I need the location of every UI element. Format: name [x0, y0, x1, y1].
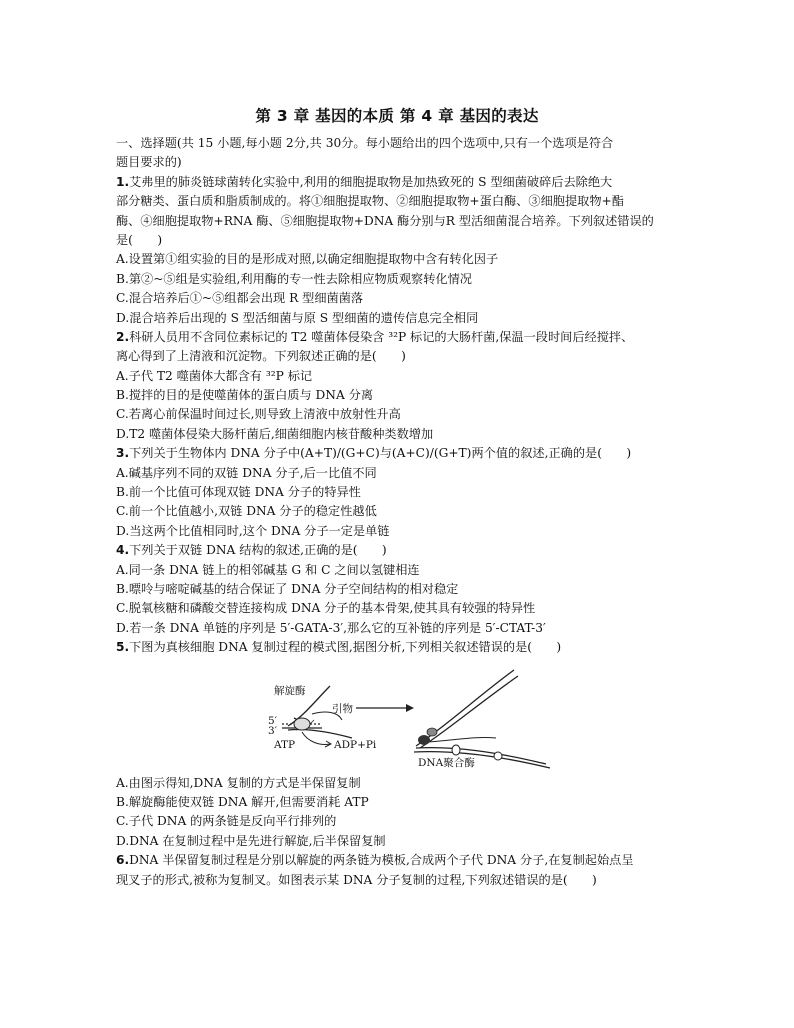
option-d: D.当这两个比值相同时,这个 DNA 分子一定是单链	[116, 523, 390, 538]
question-text: DNA 半保留复制过程是分别以解旋的两条链为模板,合成两个子代 DNA 分子,在复制起始点呈	[129, 853, 634, 868]
question-5	[116, 638, 688, 851]
option-b: B.解旋酶能使双链 DNA 解开,但需要消耗 ATP	[116, 794, 369, 809]
dna-replication-drawing	[116, 666, 688, 770]
option-a: A.由图示得知,DNA 复制的方式是半保留复制	[116, 775, 361, 790]
label-atp: ATP	[274, 738, 296, 751]
question-number: 5.	[116, 640, 130, 655]
question-text: 现叉子的形式,被称为复制叉。如图表示某 DNA 分子复制的过程,下列叙述错误的是( )	[116, 872, 597, 887]
option-d: D.T2 噬菌体侵染大肠杆菌后,细菌细胞内核苷酸种类数增加	[116, 426, 434, 441]
option-c: C.若离心前保温时间过长,则导致上清液中放射性升高	[116, 407, 401, 422]
option-b: B.第②~⑤组是实验组,利用酶的专一性去除相应物质观察转化情况	[116, 271, 472, 286]
option-d: D.混合培养后出现的 S 型活细菌与原 S 型细菌的遗传信息完全相同	[116, 310, 479, 325]
question-text: 艾弗里的肺炎链球菌转化实验中,利用的细胞提取物是加热致死的 S 型细菌破碎后去除绝大	[129, 174, 613, 189]
option-c: C.前一个比值越小,双链 DNA 分子的稳定性越低	[116, 504, 377, 519]
question-number: 2.	[116, 329, 130, 344]
question-number: 6.	[116, 853, 130, 868]
question-2	[116, 328, 688, 444]
option-a: A.碱基序列不同的双链 DNA 分子,后一比值不同	[116, 465, 377, 480]
label-five-prime: 5′	[268, 714, 278, 727]
question-number: 4.	[116, 543, 130, 558]
question-1	[116, 173, 688, 328]
question-text: 下列关于双链 DNA 结构的叙述,正确的是( )	[129, 543, 387, 558]
option-a: A.设置第①组实验的目的是形成对照,以确定细胞提取物中含有转化因子	[116, 252, 499, 267]
label-dna-polymerase: DNA聚合酶	[418, 756, 475, 769]
option-c: C.子代 DNA 的两条链是反向平行排列的	[116, 814, 337, 829]
label-primer: 引物	[332, 702, 353, 715]
option-a: A.子代 T2 噬菌体大都含有 ³²P 标记	[116, 368, 313, 383]
option-b: B.嘌呤与嘧啶碱基的结合保证了 DNA 分子空间结构的相对稳定	[116, 581, 459, 596]
atp-arrow	[302, 732, 330, 745]
question-text: 部分糖类、蛋白质和脂质制成的。将①细胞提取物、②细胞提取物+蛋白酶、③细胞提取物+酯	[116, 194, 624, 209]
question-text: 是( )	[116, 232, 163, 247]
new-strand	[428, 737, 496, 742]
section-heading-line-1: 一、选择题(共 15 小题,每小题 2分,共 30分。每小题给出的四个选项中,只有一个选项是符合	[116, 136, 614, 150]
option-b: B.前一个比值可体现双链 DNA 分子的特异性	[116, 485, 361, 500]
question-number: 3.	[116, 446, 130, 461]
option-d: D.DNA 在复制过程中是先进行解旋,后半保留复制	[116, 833, 386, 848]
option-c: C.混合培养后①~⑤组都会出现 R 型细菌菌落	[116, 291, 364, 306]
question-3	[116, 444, 688, 541]
option-c: C.脱氧核糖和磷酸交替连接构成 DNA 分子的基本骨架,使其具有较强的特异性	[116, 601, 536, 616]
section-heading-line-2: 题目要求的)	[116, 155, 182, 170]
label-adp-pi: ADP+Pi	[334, 738, 377, 751]
strand-upper-inner	[420, 676, 518, 748]
question-text: 科研人员用不含同位素标记的 T2 噬菌体侵染含 ³²P 标记的大肠杆菌,保温一段时间后经搅拌、	[129, 329, 634, 344]
question-6	[116, 851, 688, 890]
page-title: 第 3 章 基因的本质 第 4 章 基因的表达	[255, 107, 539, 125]
question-text: 下图为真核细胞 DNA 复制过程的模式图,据图分析,下列相关叙述错误的是( )	[129, 640, 562, 655]
question-text: 离心得到了上清液和沉淀物。下列叙述正确的是( )	[116, 349, 406, 364]
question-content	[116, 134, 688, 890]
transition-arrow	[356, 704, 414, 712]
question-text: 酶、④细胞提取物+RNA 酶、⑤细胞提取物+DNA 酶分别与R 型活细菌混合培养。下列叙述错误的	[116, 213, 654, 228]
question-4	[116, 541, 688, 638]
label-helicase: 解旋酶	[274, 684, 306, 697]
option-a: A.同一条 DNA 链上的相邻碱基 G 和 C 之间以氢键相连	[116, 562, 420, 577]
dna-replication-figure	[116, 666, 688, 770]
option-d: D.若一条 DNA 单链的序列是 5′-GATA-3′,那么它的互补链的序列是 5′-CTAT-3′	[116, 620, 546, 635]
option-b: B.搅拌的目的是使噬菌体的蛋白质与 DNA 分离	[116, 388, 374, 403]
label-three-prime: 3′	[268, 724, 278, 737]
helicase-enzyme	[294, 718, 310, 730]
question-text: 下列关于生物体内 DNA 分子中(A+T)/(G+C)与(A+C)/(G+T)两个值的叙述,正确的是( )	[129, 446, 632, 461]
question-number: 1.	[116, 174, 130, 189]
